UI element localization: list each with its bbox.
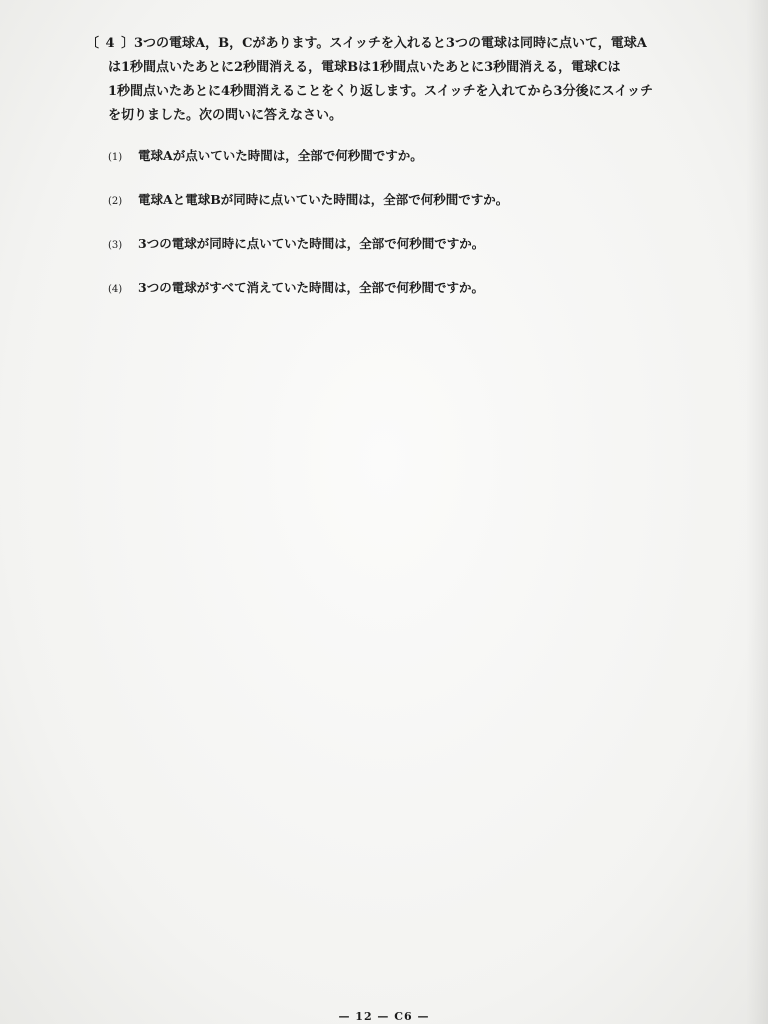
problem-line-1: 3つの電球A，B，Cがあります。スイッチを入れると3つの電球は同時に点いて，電球A [134, 36, 647, 51]
question-text: 電球Aが点いていた時間は，全部で何秒間ですか。 [138, 148, 423, 163]
question-item [108, 278, 668, 322]
question-item [108, 234, 668, 278]
question-list [108, 146, 668, 322]
problem-number: 〔 4 〕 [86, 36, 136, 51]
question-number: (4) [108, 284, 123, 295]
question-item [108, 190, 668, 234]
question-text: 電球Aと電球Bが同時に点いていた時間は，全部で何秒間ですか。 [138, 192, 509, 207]
question-item [108, 146, 668, 190]
question-text: 3つの電球がすべて消えていた時間は，全部で何秒間ですか。 [138, 280, 484, 295]
problem-4 [86, 32, 686, 128]
problem-line-3: 1秒間点いたあとに4秒間消えることをくり返します。スイッチを入れてから3分後にスイッチ [108, 84, 654, 99]
problem-header [86, 32, 686, 128]
problem-line-4: を切りました。次の問いに答えなさい。 [108, 108, 343, 123]
problem-statement [108, 32, 684, 128]
question-number: (1) [108, 152, 123, 163]
page-footer: — 12 — C6 — [338, 1010, 430, 1023]
problem-line-2: は1秒間点いたあとに2秒間消える，電球Bは1秒間点いたあとに3秒間消える，電球Cは [108, 60, 621, 75]
question-text: 3つの電球が同時に点いていた時間は，全部で何秒間ですか。 [138, 236, 485, 251]
question-number: (3) [108, 240, 123, 251]
page-edge-shadow [746, 0, 768, 1024]
question-number: (2) [108, 196, 123, 207]
